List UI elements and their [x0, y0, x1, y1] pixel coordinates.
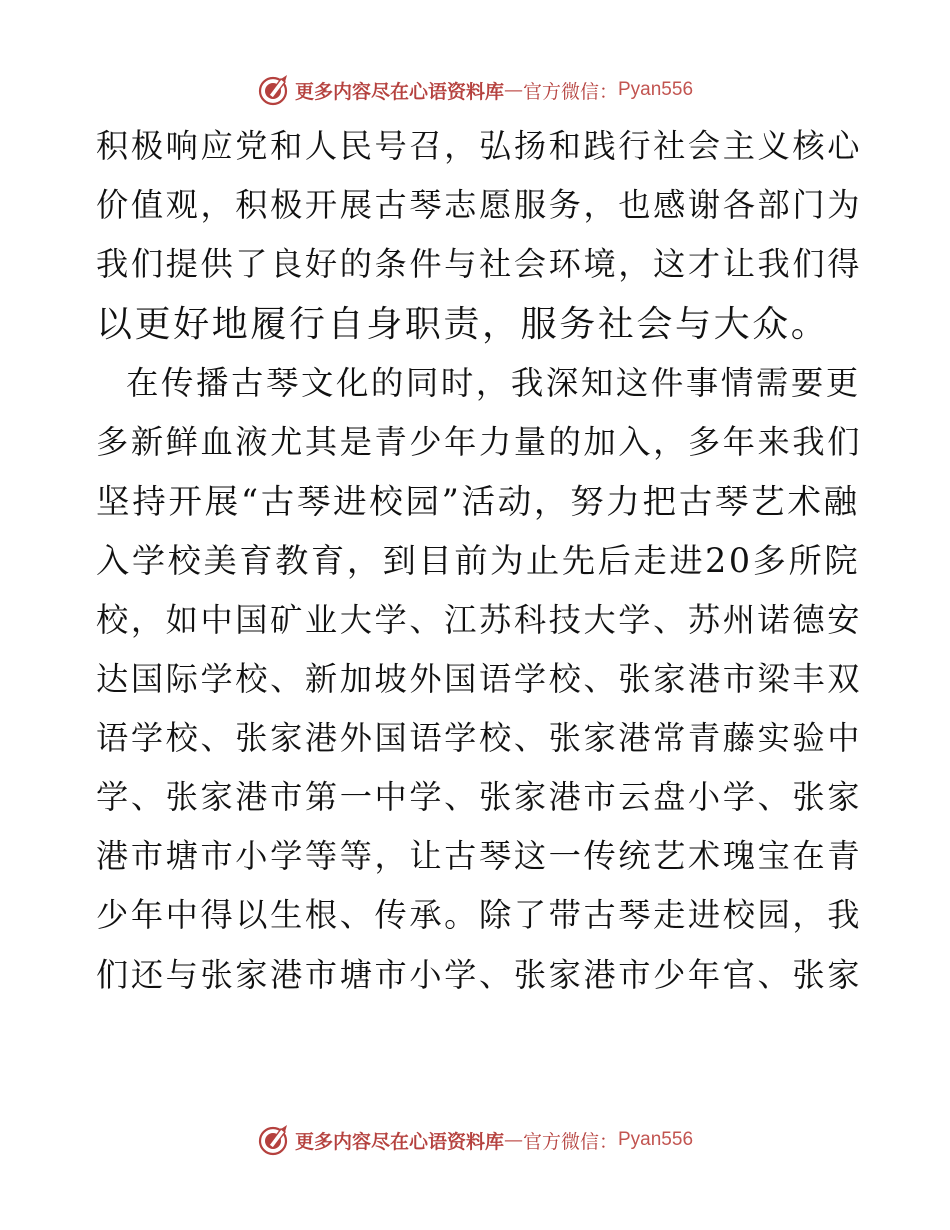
paragraph-2 — [96, 354, 863, 1005]
site-name-text: 更多内容尽在心语资料库 — [294, 80, 504, 103]
text-line: 港市塘市小学等等，让古琴这一传统艺术瑰宝在青 — [96, 837, 863, 876]
footer-banner — [0, 1120, 950, 1160]
text-line: 入学校美育教育，到目前为止先后走进20多所院 — [96, 541, 861, 581]
text-line: 语学校、张家港外国语学校、张家港常青藤实验中 — [96, 718, 863, 757]
text-line: 达国际学校、新加坡外国语学校、张家港市梁丰双 — [96, 659, 863, 698]
text-line: 坚持开展“古琴进校园”活动，努力把古琴艺术融 — [96, 482, 860, 522]
wechat-handle: Pyan556 — [618, 79, 694, 100]
separator-dash: — — [503, 79, 523, 101]
text-line: 们还与张家港市塘市小学、张家港市少年官、张家 — [96, 955, 863, 994]
document-body — [96, 117, 863, 1005]
text-line: 校，如中国矿业大学、江苏科技大学、苏州诺德安 — [96, 600, 863, 639]
site-name-text: 更多内容尽在心语资料库 — [294, 1130, 504, 1153]
separator-dash: — — [503, 1129, 523, 1151]
text-line: 积极响应党和人民号召，弘扬和践行社会主义核心 — [96, 127, 863, 165]
paragraph-1 — [96, 117, 863, 354]
text-line: 少年中得以生根、传承。除了带古琴走进校园，我 — [96, 896, 863, 935]
pen-nib-logo-icon — [257, 73, 291, 107]
header-banner — [0, 70, 950, 110]
text-line: 我们提供了良好的条件与社会环境，这才让我们得 — [96, 245, 863, 284]
text-line: 学、张家港市第一中学、张家港市云盘小学、张家 — [96, 778, 863, 817]
text-line: 在传播古琴文化的同时，我深知这件事情需要更 — [126, 363, 861, 402]
wechat-handle: Pyan556 — [618, 1129, 694, 1150]
pen-nib-logo-icon — [257, 1123, 291, 1157]
wechat-label: 官方微信： — [522, 80, 618, 103]
text-line: 以更好地履行自身职责，服务社会与大众。 — [96, 303, 830, 345]
text-line: 多新鲜血液尤其是青少年力量的加入，多年来我们 — [96, 422, 863, 461]
wechat-label: 官方微信： — [522, 1130, 618, 1153]
text-line: 价值观，积极开展古琴志愿服务，也感谢各部门为 — [96, 186, 863, 225]
